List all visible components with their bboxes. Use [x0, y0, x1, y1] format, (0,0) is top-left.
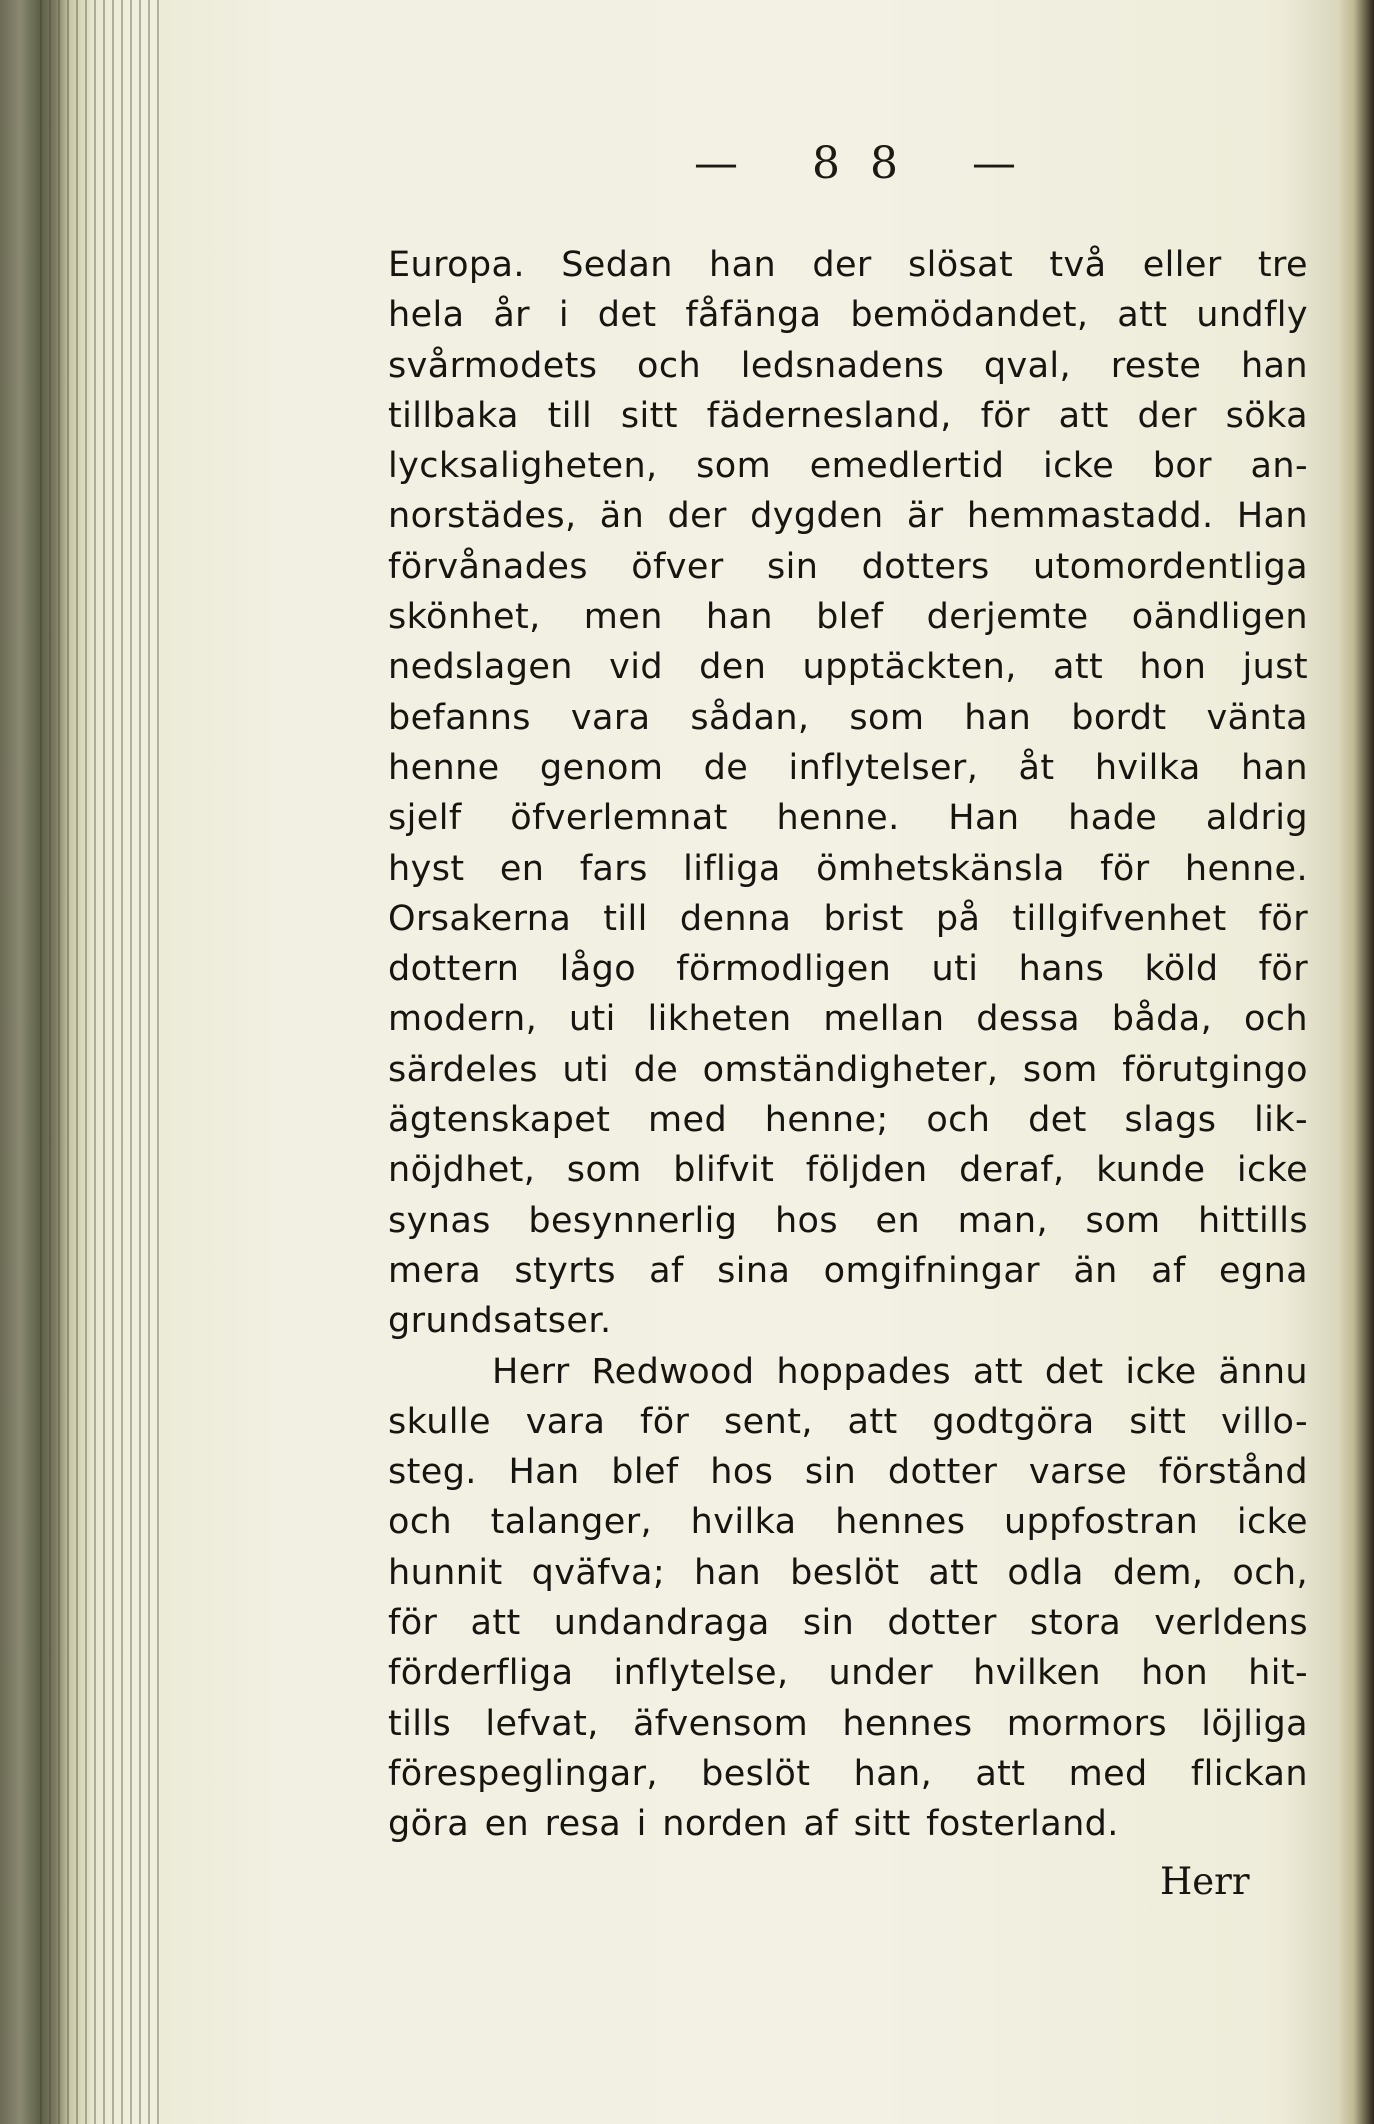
text-line: modern, uti likheten mellan dessa båda, och — [388, 999, 1308, 1040]
text-line: hunnit qväfva; han beslöt att odla dem, och, — [388, 1552, 1308, 1593]
text-line: och talanger, hvilka hennes uppfostran icke — [388, 1502, 1308, 1543]
text-line: svårmodets och ledsnadens qval, reste han — [388, 345, 1308, 386]
text-line: steg. Han blef hos sin dotter varse förstånd — [388, 1452, 1308, 1493]
text-line: grundsatser. — [388, 1301, 612, 1342]
text-line: sjelf öfverlemnat henne. Han hade aldrig — [388, 798, 1308, 839]
text-line: hyst en fars lifliga ömhetskänsla för henne. — [388, 848, 1308, 889]
text-line: norstädes, än der dygden är hemmastadd. Han — [388, 496, 1308, 537]
body-text — [388, 240, 1308, 1850]
text-line: hela år i det fåfänga bemödandet, att undfly — [388, 295, 1308, 336]
text-line: göra en resa i norden af sitt fosterland. — [388, 1804, 1119, 1845]
text-line: förvånades öfver sin dotters utomordentliga — [388, 546, 1308, 587]
text-line: särdeles uti de omständigheter, som förutgingo — [388, 1049, 1308, 1090]
text-line: nedslagen vid den upptäckten, att hon just — [388, 647, 1308, 688]
page-number: — 88 — — [694, 138, 1046, 189]
text-line: Europa. Sedan han der slösat två eller tre — [388, 245, 1308, 285]
text-line: skulle vara för sent, att godtgöra sitt villo- — [388, 1401, 1308, 1442]
catchword: Herr — [1160, 1860, 1250, 1903]
text-line: tillbaka till sitt fädernesland, för att der söka — [388, 395, 1308, 436]
text-line: henne genom de inflytelser, åt hvilka han — [388, 747, 1308, 788]
text-line: dottern lågo förmodligen uti hans köld för — [388, 949, 1308, 990]
text-line: Herr Redwood hoppades att det icke ännu — [492, 1351, 1308, 1392]
text-line: tills lefvat, äfvensom hennes mormors löjliga — [388, 1703, 1308, 1744]
text-line: nöjdhet, som blifvit följden deraf, kunde icke — [388, 1150, 1308, 1191]
text-line: ägtenskapet med henne; och det slags lik- — [388, 1100, 1308, 1141]
text-line: lycksaligheten, som emedlertid icke bor an- — [388, 446, 1308, 487]
page-right-edge — [1340, 0, 1374, 2124]
text-line: Orsakerna till denna brist på tillgifvenhet för — [388, 898, 1308, 939]
text-line: för att undandraga sin dotter stora verldens — [388, 1603, 1308, 1644]
text-line: synas besynnerlig hos en man, som hittills — [388, 1200, 1308, 1241]
text-line: förespeglingar, beslöt han, att med flickan — [388, 1753, 1308, 1794]
book-spine-edges — [40, 0, 160, 2124]
text-line: befanns vara sådan, som han bordt vänta — [388, 697, 1308, 738]
text-line: förderfliga inflytelse, under hvilken hon hit- — [388, 1653, 1308, 1694]
text-line: mera styrts af sina omgifningar än af egna — [388, 1250, 1308, 1291]
text-line: skönhet, men han blef derjemte oändligen — [388, 597, 1308, 638]
